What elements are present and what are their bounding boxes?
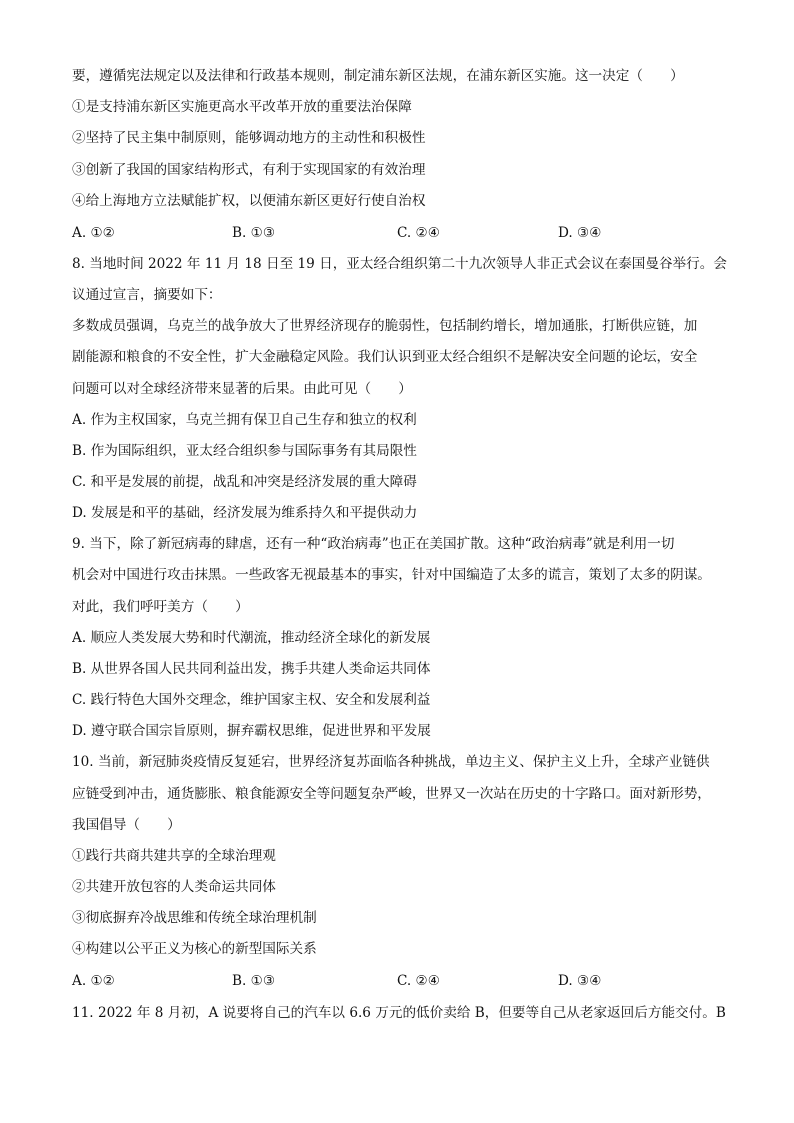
q10-stem-line-1: 10. 当前，新冠肺炎疫情反复延宕，世界经济复苏面临各种挑战，单边主义、保护主义上升，全球产业链供 [72, 754, 710, 770]
q7-option-d[interactable]: D. ③④ [558, 225, 602, 241]
q10-statement-1: ①践行共商共建共享的全球治理观 [72, 848, 276, 864]
q8-option-b[interactable]: B. 作为国际组织，亚太经合组织参与国际事务有其局限性 [72, 443, 417, 459]
q10-option-b[interactable]: B. ①③ [232, 973, 276, 989]
q7-statement-1: ①是支持浦东新区实施更高水平改革开放的重要法治保障 [72, 99, 412, 115]
q7-statement-4: ④给上海地方立法赋能扩权，以便浦东新区更好行使自治权 [72, 193, 426, 209]
q10-option-a[interactable]: A. ①② [72, 973, 115, 989]
q8-stem-line-1: 8. 当地时间 2022 年 11 月 18 日至 19 日，亚太经合组织第二十九次领导人非正式会议在泰国曼谷举行。会 [72, 256, 727, 272]
q8-stem-line-2: 议通过宣言，摘要如下： [72, 287, 222, 303]
q9-option-c[interactable]: C. 践行特色大国外交理念，维护国家主权、安全和发展利益 [72, 692, 431, 708]
q7-statement-3: ③创新了我国的国家结构形式，有利于实现国家的有效治理 [72, 162, 426, 178]
q7-options-row [72, 223, 732, 243]
q8-stem-line-5: 问题可以对全球经济带来显著的后果。由此可见（ ） [72, 381, 412, 397]
q7-option-c[interactable]: C. ②④ [397, 225, 440, 241]
q10-options-row [72, 971, 732, 991]
q8-option-c[interactable]: C. 和平是发展的前提，战乱和冲突是经济发展的重大障碍 [72, 474, 417, 490]
q8-option-a[interactable]: A. 作为主权国家，乌克兰拥有保卫自己生存和独立的权利 [72, 412, 417, 428]
q7-stem-tail: 要，遵循宪法规定以及法律和行政基本规则，制定浦东新区法规，在浦东新区实施。这一决定（ ） [72, 68, 684, 84]
q10-statement-2: ②共建开放包容的人类命运共同体 [72, 879, 276, 895]
q7-option-a[interactable]: A. ①② [72, 225, 115, 241]
q10-option-c[interactable]: C. ②④ [397, 973, 440, 989]
q9-option-d[interactable]: D. 遵守联合国宗旨原则，摒弃霸权思维，促进世界和平发展 [72, 723, 431, 739]
q9-option-b[interactable]: B. 从世界各国人民共同利益出发，携手共建人类命运共同体 [72, 661, 431, 677]
q8-stem-line-3: 多数成员强调，乌克兰的战争放大了世界经济现存的脆弱性，包括制约增长，增加通胀，打断供应链，加 [72, 318, 698, 334]
q9-option-a[interactable]: A. 顺应人类发展大势和时代潮流，推动经济全球化的新发展 [72, 630, 431, 646]
q9-stem-line-3: 对此，我们呼吁美方（ ） [72, 599, 249, 615]
q10-statement-4: ④构建以公平正义为核心的新型国际关系 [72, 941, 317, 957]
q10-stem-line-2: 应链受到冲击，通货膨胀、粮食能源安全等问题复杂严峻，世界又一次站在历史的十字路口。面对新形势， [72, 786, 711, 802]
q7-statement-2: ②坚持了民主集中制原则，能够调动地方的主动性和积极性 [72, 130, 426, 146]
q8-option-d[interactable]: D. 发展是和平的基础，经济发展为维系持久和平提供动力 [72, 505, 418, 521]
q7-option-b[interactable]: B. ①③ [232, 225, 276, 241]
q8-stem-line-4: 剧能源和粮食的不安全性，扩大金融稳定风险。我们认识到亚太经合组织不是解决安全问题的论坛，安全 [72, 349, 698, 365]
q10-statement-3: ③彻底摒弃冷战思维和传统全球治理机制 [72, 910, 317, 926]
q10-option-d[interactable]: D. ③④ [558, 973, 602, 989]
q10-stem-line-3: 我国倡导（ ） [72, 817, 181, 833]
q9-stem-line-1: 9. 当下，除了新冠病毒的肆虐，还有一种“政治病毒”也正在美国扩散。这种“政治病毒”就是利用一切 [72, 536, 675, 552]
q11-stem-line-1: 11. 2022 年 8 月初，A 说要将自己的汽车以 6.6 万元的低价卖给 B，但要等自己从老家返回后方能交付。B [72, 1005, 726, 1021]
q9-stem-line-2: 机会对中国进行攻击抹黑。一些政客无视最基本的事实，针对中国编造了太多的谎言，策划了太多的阴谋。 [72, 567, 711, 583]
